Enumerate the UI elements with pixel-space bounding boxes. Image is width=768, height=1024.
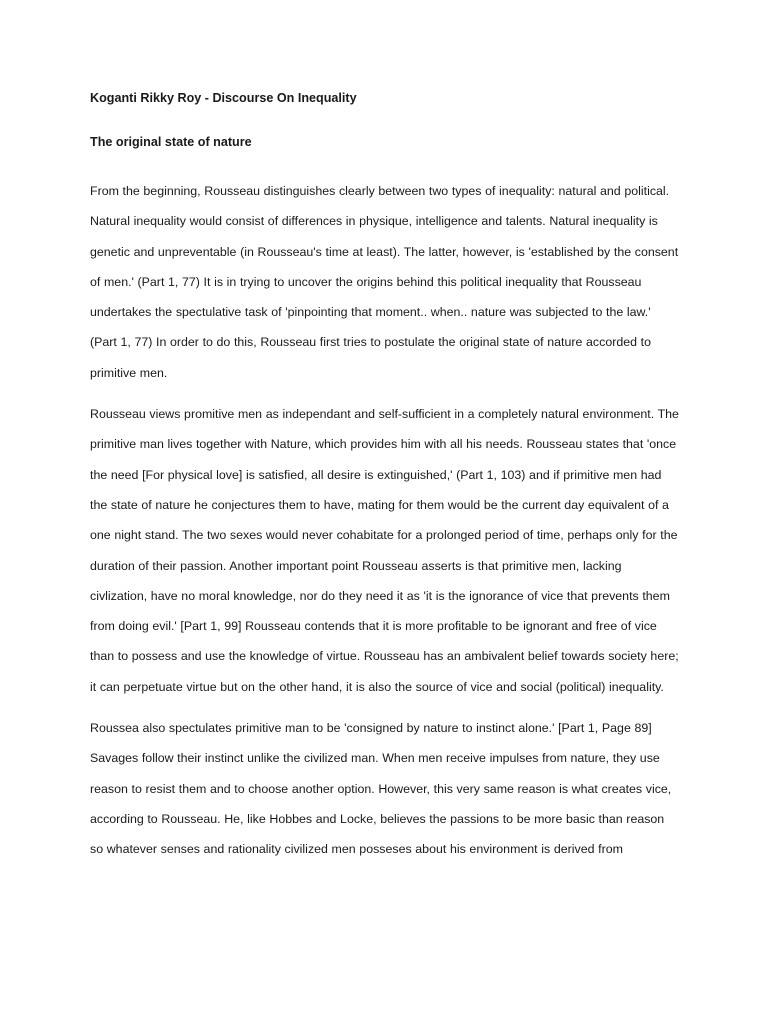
document-body	[90, 88, 680, 876]
paragraph-3: Roussea also spectulates primitive man to be 'consigned by nature to instinct alone.' [Part 1, Page 89] Savages follow their instinct unlike the civilized man. When men receive impulses from nature, they use reason to resist them and to choose another option. However, this very same reason is what creates vice, according to Rousseau. He, like Hobbes and Locke, believes the passions to be more basic than reason so whatever senses and rationality civilized men posseses about his environment is derived from	[90, 721, 672, 857]
document-title: Koganti Rikky Roy - Discourse On Inequality	[90, 91, 357, 105]
section-heading: The original state of nature	[90, 135, 252, 149]
paragraph-1: From the beginning, Rousseau distinguishes clearly between two types of inequality: natural and political. Natural inequality would consist of differences in physique, intelligence and talents. Natural inequality is genetic and unpreventable (in Rousseau's time at least). The latter, however, is 'established by the consent of men.' (Part 1, 77) It is in trying to uncover the origins behind this political inequality that Rousseau undertakes the spectulative task of 'pinpointing that moment.. when.. nature was subjected to the law.' (Part 1, 77) In order to do this, Rousseau first tries to postulate the original state of nature accorded to primitive men.	[90, 184, 679, 380]
paragraph-2: Rousseau views promitive men as independant and self-sufficient in a completely natural environment. The primitive man lives together with Nature, which provides him with all his needs. Rousseau states that 'once the need [For physical love] is satisfied, all desire is extinguished,' (Part 1, 103) and if primitive men had the state of nature he conjectures them to have, mating for them would be the current day equivalent of a one night stand. The two sexes would never cohabitate for a prolonged period of time, perhaps only for the duration of their passion. Another important point Rousseau asserts is that primitive men, lacking civlization, have no moral knowledge, nor do they need it as 'it is the ignorance of vice that prevents them from doing evil.' [Part 1, 99] Rousseau contends that it is more profitable to be ignorant and free of vice than to possess and use the knowledge of virtue. Rousseau has an ambivalent belief towards society here; it can perpetuate virtue but on the other hand, it is also the source of vice and social (political) inequality.	[90, 407, 679, 694]
